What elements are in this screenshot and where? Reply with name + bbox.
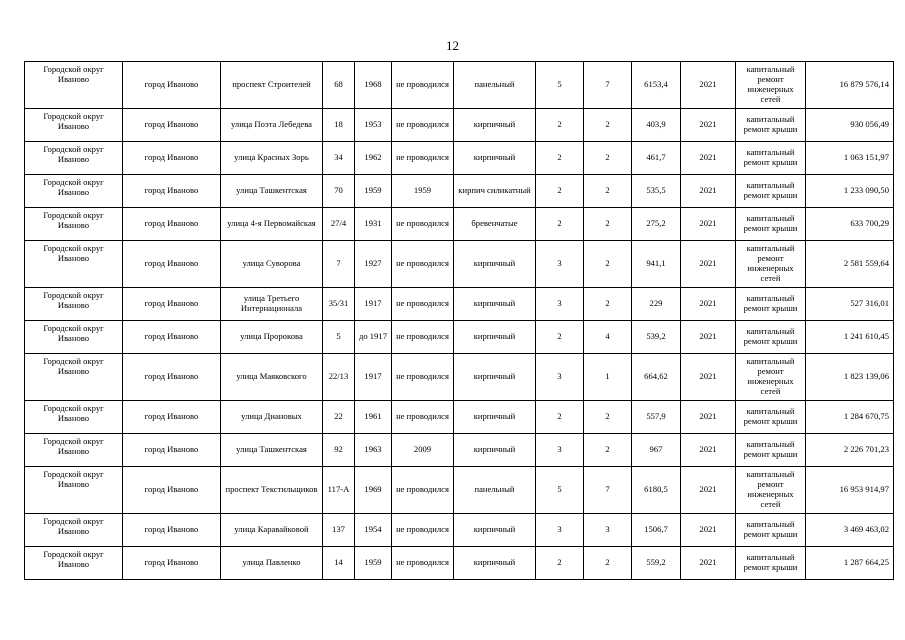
cell-work-type: капитальный ремонт крыши bbox=[736, 514, 806, 547]
cell-year-built: 1931 bbox=[355, 208, 392, 241]
cell-year-built: 1968 bbox=[355, 62, 392, 109]
cell-district: Городской округ Иваново bbox=[25, 208, 123, 241]
cell-area: 664,62 bbox=[632, 354, 681, 401]
cell-street: проспект Строителей bbox=[221, 62, 323, 109]
cell-cost: 16 953 914,97 bbox=[806, 467, 894, 514]
cell-house: 7 bbox=[323, 241, 355, 288]
cell-house: 14 bbox=[323, 547, 355, 580]
table-row bbox=[25, 514, 894, 547]
cell-entrances: 2 bbox=[584, 142, 632, 175]
table-row bbox=[25, 109, 894, 142]
cell-street: улица Поэта Лебедева bbox=[221, 109, 323, 142]
cell-floors: 2 bbox=[536, 547, 584, 580]
cell-area: 6180,5 bbox=[632, 467, 681, 514]
cell-plan-year: 2021 bbox=[681, 142, 736, 175]
cell-wall-material: кирпичный bbox=[454, 241, 536, 288]
cell-settlement: город Иваново bbox=[123, 467, 221, 514]
cell-work-type: капитальный ремонт крыши bbox=[736, 434, 806, 467]
cell-cost: 2 581 559,64 bbox=[806, 241, 894, 288]
cell-wall-material: кирпичный bbox=[454, 514, 536, 547]
cell-entrances: 3 bbox=[584, 514, 632, 547]
cell-work-type: капитальный ремонт крыши bbox=[736, 175, 806, 208]
cell-entrances: 2 bbox=[584, 175, 632, 208]
cell-plan-year: 2021 bbox=[681, 288, 736, 321]
cell-floors: 3 bbox=[536, 354, 584, 401]
cell-cost: 633 700,29 bbox=[806, 208, 894, 241]
cell-street: улица 4-я Первомайская bbox=[221, 208, 323, 241]
cell-street: улица Пророкова bbox=[221, 321, 323, 354]
cell-cost: 527 316,01 bbox=[806, 288, 894, 321]
cell-plan-year: 2021 bbox=[681, 434, 736, 467]
page-number: 12 bbox=[446, 38, 459, 53]
cell-settlement: город Иваново bbox=[123, 62, 221, 109]
cell-area: 941,1 bbox=[632, 241, 681, 288]
cell-district: Городской округ Иваново bbox=[25, 354, 123, 401]
cell-floors: 3 bbox=[536, 434, 584, 467]
cell-house: 18 bbox=[323, 109, 355, 142]
cell-street: улица Третьего Интернационала bbox=[221, 288, 323, 321]
cell-wall-material: кирпичный bbox=[454, 109, 536, 142]
cell-district: Городской округ Иваново bbox=[25, 109, 123, 142]
cell-street: улица Павленко bbox=[221, 547, 323, 580]
cell-entrances: 2 bbox=[584, 434, 632, 467]
table-row bbox=[25, 241, 894, 288]
cell-house: 27/4 bbox=[323, 208, 355, 241]
cell-floors: 2 bbox=[536, 109, 584, 142]
cell-area: 539,2 bbox=[632, 321, 681, 354]
cell-settlement: город Иваново bbox=[123, 514, 221, 547]
cell-district: Городской округ Иваново bbox=[25, 467, 123, 514]
cell-wall-material: кирпичный bbox=[454, 142, 536, 175]
cell-house: 34 bbox=[323, 142, 355, 175]
cell-plan-year: 2021 bbox=[681, 354, 736, 401]
cell-area: 535,5 bbox=[632, 175, 681, 208]
cell-plan-year: 2021 bbox=[681, 514, 736, 547]
cell-floors: 2 bbox=[536, 401, 584, 434]
cell-area: 557,9 bbox=[632, 401, 681, 434]
cell-last-repair: не проводился bbox=[392, 547, 454, 580]
cell-last-repair: не проводился bbox=[392, 354, 454, 401]
cell-street: улица Каравайковой bbox=[221, 514, 323, 547]
cell-district: Городской округ Иваново bbox=[25, 547, 123, 580]
cell-cost: 1 287 664,25 bbox=[806, 547, 894, 580]
cell-street: улица Суворова bbox=[221, 241, 323, 288]
cell-year-built: 1917 bbox=[355, 288, 392, 321]
cell-wall-material: кирпичный bbox=[454, 354, 536, 401]
cell-entrances: 1 bbox=[584, 354, 632, 401]
cell-district: Городской округ Иваново bbox=[25, 62, 123, 109]
cell-settlement: город Иваново bbox=[123, 241, 221, 288]
cell-year-built: 1917 bbox=[355, 354, 392, 401]
cell-settlement: город Иваново bbox=[123, 434, 221, 467]
cell-floors: 3 bbox=[536, 241, 584, 288]
cell-plan-year: 2021 bbox=[681, 208, 736, 241]
cell-work-type: капитальный ремонт крыши bbox=[736, 109, 806, 142]
cell-settlement: город Иваново bbox=[123, 175, 221, 208]
cell-year-built: 1961 bbox=[355, 401, 392, 434]
cell-street: улица Диановых bbox=[221, 401, 323, 434]
cell-entrances: 2 bbox=[584, 241, 632, 288]
cell-entrances: 7 bbox=[584, 62, 632, 109]
cell-cost: 1 063 151,97 bbox=[806, 142, 894, 175]
cell-area: 6153,4 bbox=[632, 62, 681, 109]
cell-floors: 3 bbox=[536, 288, 584, 321]
cell-floors: 2 bbox=[536, 208, 584, 241]
cell-last-repair: не проводился bbox=[392, 142, 454, 175]
cell-wall-material: кирпич силикатный bbox=[454, 175, 536, 208]
cell-floors: 2 bbox=[536, 175, 584, 208]
cell-work-type: капитальный ремонт инженерных сетей bbox=[736, 354, 806, 401]
cell-area: 967 bbox=[632, 434, 681, 467]
cell-work-type: капитальный ремонт инженерных сетей bbox=[736, 62, 806, 109]
cell-house: 35/31 bbox=[323, 288, 355, 321]
cell-area: 1506,7 bbox=[632, 514, 681, 547]
cell-last-repair: не проводился bbox=[392, 208, 454, 241]
cell-last-repair: 2009 bbox=[392, 434, 454, 467]
cell-cost: 1 823 139,06 bbox=[806, 354, 894, 401]
cell-cost: 16 879 576,14 bbox=[806, 62, 894, 109]
cell-floors: 2 bbox=[536, 142, 584, 175]
cell-cost: 1 233 090,50 bbox=[806, 175, 894, 208]
cell-area: 403,9 bbox=[632, 109, 681, 142]
cell-last-repair: не проводился bbox=[392, 401, 454, 434]
cell-plan-year: 2021 bbox=[681, 547, 736, 580]
cell-year-built: 1962 bbox=[355, 142, 392, 175]
table-row bbox=[25, 208, 894, 241]
cell-last-repair: не проводился bbox=[392, 109, 454, 142]
cell-house: 22/13 bbox=[323, 354, 355, 401]
housing-repair-table bbox=[24, 61, 894, 580]
cell-year-built: 1953 bbox=[355, 109, 392, 142]
cell-street: улица Ташкентская bbox=[221, 175, 323, 208]
cell-work-type: капитальный ремонт крыши bbox=[736, 208, 806, 241]
cell-work-type: капитальный ремонт инженерных сетей bbox=[736, 241, 806, 288]
table-row bbox=[25, 321, 894, 354]
cell-district: Городской округ Иваново bbox=[25, 434, 123, 467]
table-row bbox=[25, 467, 894, 514]
cell-floors: 3 bbox=[536, 514, 584, 547]
cell-street: проспект Текстильщиков bbox=[221, 467, 323, 514]
cell-street: улица Маяковского bbox=[221, 354, 323, 401]
table-row bbox=[25, 62, 894, 109]
cell-floors: 5 bbox=[536, 62, 584, 109]
cell-cost: 1 241 610,45 bbox=[806, 321, 894, 354]
cell-cost: 1 284 670,75 bbox=[806, 401, 894, 434]
cell-house: 5 bbox=[323, 321, 355, 354]
cell-area: 461,7 bbox=[632, 142, 681, 175]
table-row bbox=[25, 175, 894, 208]
cell-settlement: город Иваново bbox=[123, 142, 221, 175]
cell-district: Городской округ Иваново bbox=[25, 401, 123, 434]
table-body bbox=[25, 62, 894, 580]
cell-wall-material: кирпичный bbox=[454, 321, 536, 354]
cell-district: Городской округ Иваново bbox=[25, 288, 123, 321]
cell-entrances: 2 bbox=[584, 288, 632, 321]
cell-district: Городской округ Иваново bbox=[25, 321, 123, 354]
cell-plan-year: 2021 bbox=[681, 241, 736, 288]
cell-wall-material: панельный bbox=[454, 467, 536, 514]
cell-work-type: капитальный ремонт крыши bbox=[736, 288, 806, 321]
cell-district: Городской округ Иваново bbox=[25, 142, 123, 175]
cell-last-repair: не проводился bbox=[392, 321, 454, 354]
cell-street: улица Ташкентская bbox=[221, 434, 323, 467]
cell-plan-year: 2021 bbox=[681, 467, 736, 514]
cell-entrances: 2 bbox=[584, 109, 632, 142]
cell-district: Городской округ Иваново bbox=[25, 175, 123, 208]
cell-house: 137 bbox=[323, 514, 355, 547]
cell-year-built: 1959 bbox=[355, 547, 392, 580]
cell-area: 275,2 bbox=[632, 208, 681, 241]
table-row bbox=[25, 434, 894, 467]
cell-house: 68 bbox=[323, 62, 355, 109]
cell-last-repair: не проводился bbox=[392, 514, 454, 547]
cell-street: улица Красных Зорь bbox=[221, 142, 323, 175]
cell-district: Городской округ Иваново bbox=[25, 241, 123, 288]
cell-plan-year: 2021 bbox=[681, 175, 736, 208]
cell-work-type: капитальный ремонт крыши bbox=[736, 142, 806, 175]
cell-entrances: 2 bbox=[584, 401, 632, 434]
cell-year-built: 1959 bbox=[355, 175, 392, 208]
cell-year-built: 1927 bbox=[355, 241, 392, 288]
cell-house: 117-А bbox=[323, 467, 355, 514]
cell-house: 22 bbox=[323, 401, 355, 434]
cell-entrances: 2 bbox=[584, 547, 632, 580]
cell-settlement: город Иваново bbox=[123, 288, 221, 321]
cell-house: 92 bbox=[323, 434, 355, 467]
cell-last-repair: не проводился bbox=[392, 62, 454, 109]
cell-work-type: капитальный ремонт инженерных сетей bbox=[736, 467, 806, 514]
cell-work-type: капитальный ремонт крыши bbox=[736, 547, 806, 580]
cell-house: 70 bbox=[323, 175, 355, 208]
table-row bbox=[25, 142, 894, 175]
table-row bbox=[25, 288, 894, 321]
cell-plan-year: 2021 bbox=[681, 109, 736, 142]
cell-last-repair: 1959 bbox=[392, 175, 454, 208]
cell-year-built: 1969 bbox=[355, 467, 392, 514]
cell-last-repair: не проводился bbox=[392, 467, 454, 514]
cell-area: 229 bbox=[632, 288, 681, 321]
cell-entrances: 7 bbox=[584, 467, 632, 514]
cell-settlement: город Иваново bbox=[123, 547, 221, 580]
cell-entrances: 2 bbox=[584, 208, 632, 241]
cell-wall-material: кирпичный bbox=[454, 434, 536, 467]
cell-wall-material: кирпичный bbox=[454, 547, 536, 580]
cell-work-type: капитальный ремонт крыши bbox=[736, 401, 806, 434]
cell-year-built: 1954 bbox=[355, 514, 392, 547]
table-row bbox=[25, 401, 894, 434]
cell-year-built: 1963 bbox=[355, 434, 392, 467]
cell-area: 559,2 bbox=[632, 547, 681, 580]
cell-wall-material: кирпичный bbox=[454, 401, 536, 434]
cell-year-built: до 1917 bbox=[355, 321, 392, 354]
cell-wall-material: кирпичный bbox=[454, 288, 536, 321]
cell-entrances: 4 bbox=[584, 321, 632, 354]
cell-last-repair: не проводился bbox=[392, 241, 454, 288]
cell-cost: 2 226 701,23 bbox=[806, 434, 894, 467]
cell-wall-material: панельный bbox=[454, 62, 536, 109]
cell-cost: 930 056,49 bbox=[806, 109, 894, 142]
cell-settlement: город Иваново bbox=[123, 109, 221, 142]
cell-wall-material: бревенчатые bbox=[454, 208, 536, 241]
table-row bbox=[25, 547, 894, 580]
cell-settlement: город Иваново bbox=[123, 401, 221, 434]
cell-floors: 2 bbox=[536, 321, 584, 354]
cell-plan-year: 2021 bbox=[681, 321, 736, 354]
cell-plan-year: 2021 bbox=[681, 62, 736, 109]
cell-settlement: город Иваново bbox=[123, 354, 221, 401]
table-row bbox=[25, 354, 894, 401]
cell-last-repair: не проводился bbox=[392, 288, 454, 321]
cell-cost: 3 469 463,02 bbox=[806, 514, 894, 547]
cell-plan-year: 2021 bbox=[681, 401, 736, 434]
cell-floors: 5 bbox=[536, 467, 584, 514]
cell-settlement: город Иваново bbox=[123, 208, 221, 241]
cell-settlement: город Иваново bbox=[123, 321, 221, 354]
cell-work-type: капитальный ремонт крыши bbox=[736, 321, 806, 354]
cell-district: Городской округ Иваново bbox=[25, 514, 123, 547]
